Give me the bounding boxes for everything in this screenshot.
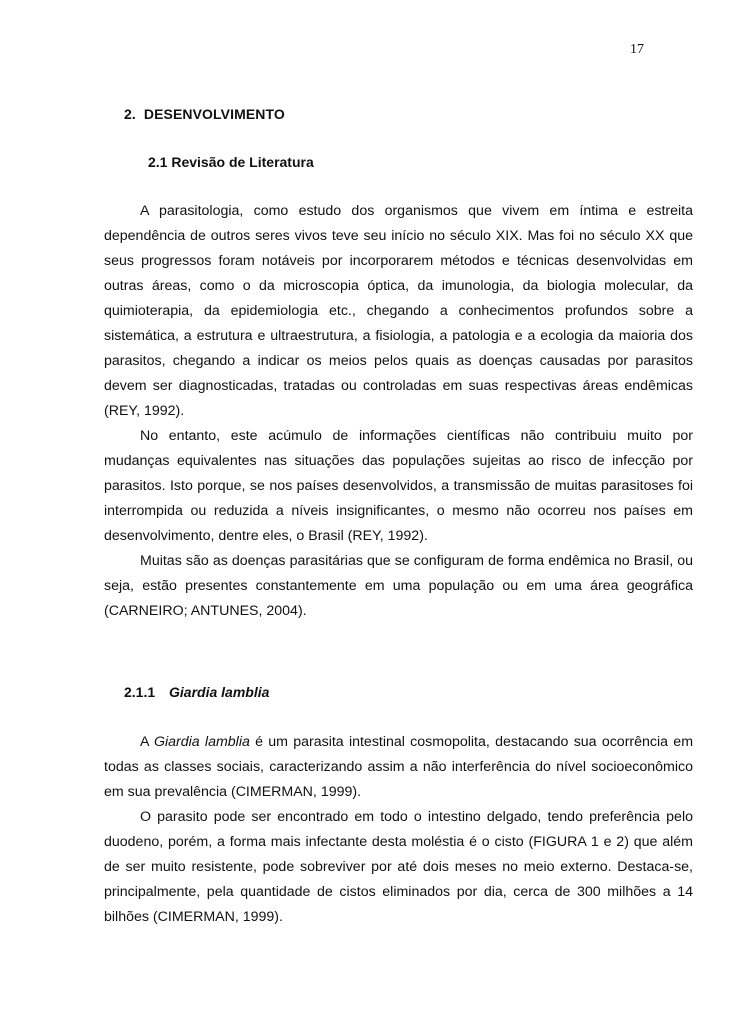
paragraph: Muitas são as doenças parasitárias que se configuram de forma endêmica no Brasil, ou seja, estão presentes constantemente em uma população ou em uma área geográfica (CARNEIRO; ANTUNES, 2004). [104,553,693,619]
subsubsection-heading [124,684,269,700]
section-title: DESENVOLVIMENTO [143,106,285,122]
subsection-number: 2.1 [148,154,168,170]
giardia-text [104,730,693,930]
literature-review-text [104,199,693,624]
subsection-heading [148,154,314,170]
subsubsection-number: 2.1.1 [124,684,156,700]
paragraph-lead: A [140,734,154,750]
paragraph [104,730,693,805]
page-number: 17 [630,42,644,57]
section-number: 2. [124,106,136,122]
section-heading [124,106,285,122]
paragraph-rest: é um parasita intestinal cosmopolita, destacando sua ocorrência em todas as classes sociais, caracterizando assim a não interferência do nível socioeconômico em sua prevalência (CIMERMAN, 1999). [104,734,694,800]
paragraph: A parasitologia, como estudo dos organismos que vivem em íntima e estreita dependência de outros seres vivos teve seu início no século XIX. Mas foi no século XX que seus progressos foram notáveis por incorporarem métodos e técnicas desenvolvidas em outras áreas, como o da microscopia óptica, da imunologia, da biologia molecular, da quimioterapia, da epidemiologia etc., chegando a conhecimentos profundos sobre a sistemática, a estrutura e ultraestrutura, a fisiologia, a patologia e a ecologia da maioria dos parasitos, chegando a indicar os meios pelos quais as doenças causadas por parasitos devem ser diagnosticadas, tratadas ou controladas em suas respectivas áreas endêmicas (REY, 1992). [104,203,693,419]
subsubsection-title: Giardia lamblia [169,684,270,700]
species-name: Giardia lamblia [153,734,250,750]
subsection-title: Revisão de Literatura [171,154,314,170]
paragraph: No entanto, este acúmulo de informações científicas não contribuiu muito por mudanças equivalentes nas situações das populações sujeitas ao risco de infecção por parasitos. Isto porque, se nos países desenvolvidos, a transmissão de muitas parasitoses foi interrompida ou reduzida a níveis insignificantes, o mesmo não ocorreu nos países em desenvolvimento, dentre eles, o Brasil (REY, 1992). [104,428,693,544]
paragraph: O parasito pode ser encontrado em todo o intestino delgado, tendo preferência pelo duodeno, porém, a forma mais infectante desta moléstia é o cisto (FIGURA 1 e 2) que além de ser muito resistente, pode sobreviver por até dois meses no meio externo. Destaca-se, principalmente, pela quantidade de cistos eliminados por dia, cerca de 300 milhões a 14 bilhões (CIMERMAN, 1999). [104,809,693,925]
